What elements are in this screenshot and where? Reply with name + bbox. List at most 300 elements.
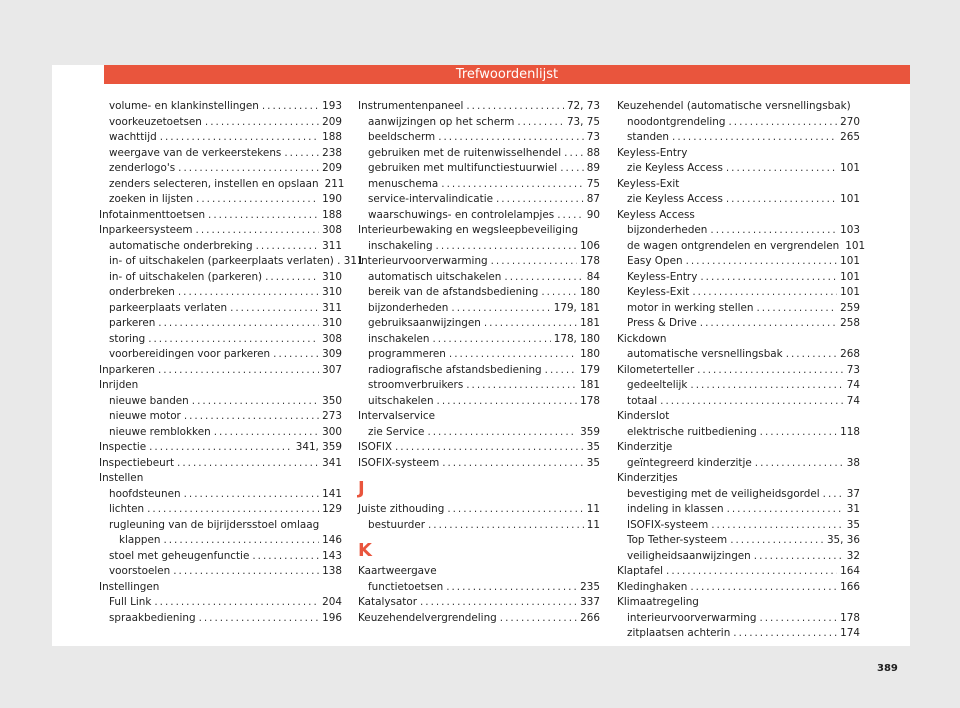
index-subentry bbox=[99, 564, 342, 580]
entry-term: gebruiken met de ruitenwisselhendel bbox=[368, 146, 562, 159]
index-subentry bbox=[99, 487, 342, 503]
dot-leader bbox=[686, 254, 838, 270]
dot-leader bbox=[726, 192, 837, 208]
dot-leader bbox=[491, 254, 578, 270]
index-letter-heading: K bbox=[358, 540, 372, 561]
dot-leader bbox=[442, 456, 584, 472]
index-subentry bbox=[617, 223, 860, 239]
entry-page-ref: 35 bbox=[586, 441, 600, 453]
index-subentry bbox=[99, 425, 342, 441]
entry-page-ref: 35 bbox=[586, 456, 600, 469]
entry-page-ref: 265 bbox=[840, 131, 860, 143]
index-entry bbox=[99, 471, 342, 487]
index-entry bbox=[358, 254, 600, 270]
index-subentry bbox=[99, 316, 342, 332]
entry-term: Full Link bbox=[109, 596, 152, 608]
dot-leader bbox=[756, 301, 837, 317]
dot-leader bbox=[158, 363, 319, 379]
index-subentry bbox=[358, 161, 600, 177]
dot-leader bbox=[273, 347, 319, 363]
index-subentry bbox=[617, 456, 860, 472]
dot-leader bbox=[284, 146, 319, 162]
entry-page-ref: 89 bbox=[586, 162, 600, 174]
entry-page-ref: 101 bbox=[840, 286, 860, 298]
entry-page-ref: 238 bbox=[322, 146, 342, 159]
entry-term: Keyless-Exit bbox=[627, 286, 690, 298]
index-subentry bbox=[99, 611, 342, 627]
entry-page-ref: 103 bbox=[840, 224, 860, 236]
entry-term: Keyless-Entry bbox=[617, 146, 688, 159]
index-entry bbox=[99, 378, 342, 394]
entry-page-ref: 310 bbox=[322, 317, 342, 329]
dot-leader bbox=[441, 177, 583, 193]
dot-leader bbox=[500, 611, 577, 627]
entry-term: zie Keyless Access bbox=[627, 193, 723, 205]
entry-term: zitplaatsen achterin bbox=[627, 627, 731, 639]
index-subentry bbox=[617, 425, 860, 441]
index-subentry bbox=[358, 378, 600, 394]
entry-term: rugleuning van de bijrijdersstoel omlaag bbox=[109, 518, 320, 531]
index-subentry bbox=[617, 533, 860, 549]
entry-page-ref: 193 bbox=[322, 100, 342, 112]
index-subentry bbox=[358, 130, 600, 146]
entry-term: Interieurvoorverwarming bbox=[358, 255, 488, 267]
entry-term: Intervalservice bbox=[358, 410, 436, 422]
dot-leader bbox=[436, 239, 578, 255]
entry-term: Instrumentenpaneel bbox=[358, 100, 464, 112]
index-subentry bbox=[358, 316, 600, 332]
dot-leader bbox=[177, 456, 319, 472]
entry-term: motor in werking stellen bbox=[627, 301, 754, 314]
entry-term: elektrische ruitbediening bbox=[627, 425, 757, 438]
entry-page-ref: 308 bbox=[322, 332, 342, 345]
entry-term: wachttijd bbox=[109, 131, 157, 143]
index-subentry bbox=[99, 115, 342, 131]
dot-leader bbox=[451, 301, 550, 317]
index-entry bbox=[617, 99, 860, 115]
index-subentry bbox=[358, 394, 600, 410]
index-subentry bbox=[358, 270, 600, 286]
dot-leader bbox=[557, 208, 584, 224]
entry-term: veiligheidsaanwijzingen bbox=[627, 549, 751, 562]
entry-page-ref: 341 bbox=[322, 456, 342, 469]
dot-leader bbox=[265, 270, 319, 286]
entry-term: functietoetsen bbox=[368, 580, 444, 593]
entry-page-ref: 204 bbox=[322, 596, 342, 608]
entry-page-ref: 72, 73 bbox=[566, 100, 600, 112]
entry-term: Easy Open bbox=[627, 255, 683, 267]
entry-term: parkeren bbox=[109, 317, 156, 329]
index-subentry bbox=[617, 301, 860, 317]
entry-page-ref: 258 bbox=[840, 317, 860, 329]
dot-leader bbox=[700, 270, 837, 286]
entry-term: automatisch uitschakelen bbox=[368, 270, 502, 283]
index-entry bbox=[99, 208, 342, 224]
index-column-2 bbox=[358, 99, 600, 626]
entry-page-ref: 341, 359 bbox=[295, 441, 342, 453]
index-subentry bbox=[617, 270, 860, 286]
entry-term: Keyless-Entry bbox=[627, 270, 698, 283]
dot-leader bbox=[730, 533, 824, 549]
index-subentry bbox=[99, 394, 342, 410]
entry-page-ref: 88 bbox=[586, 146, 600, 159]
dot-leader bbox=[437, 394, 578, 410]
dot-leader bbox=[504, 270, 583, 286]
entry-page-ref: 138 bbox=[322, 565, 342, 577]
dot-leader bbox=[230, 301, 319, 317]
dot-leader bbox=[205, 115, 319, 131]
entry-page-ref: 211 bbox=[324, 177, 345, 190]
index-subentry bbox=[617, 254, 860, 270]
entry-page-ref: 74 bbox=[846, 394, 860, 407]
index-subentry bbox=[617, 192, 860, 208]
index-entry bbox=[617, 471, 860, 487]
entry-term: Kinderzitje bbox=[617, 441, 673, 453]
index-entry bbox=[99, 580, 342, 596]
entry-page-ref: 308 bbox=[322, 224, 342, 236]
entry-page-ref: 311 bbox=[322, 301, 342, 314]
entry-term: aanwijzingen op het scherm bbox=[368, 115, 515, 128]
dot-leader bbox=[711, 518, 844, 534]
entry-page-ref: 143 bbox=[322, 549, 342, 562]
entry-term: hoofdsteunen bbox=[109, 487, 181, 500]
index-entry bbox=[358, 223, 600, 239]
index-subentry bbox=[358, 177, 600, 193]
dot-leader bbox=[256, 239, 320, 255]
entry-page-ref: 75 bbox=[586, 177, 600, 190]
entry-term: Kinderzitjes bbox=[617, 472, 678, 484]
index-subentry bbox=[99, 502, 342, 518]
entry-term: Top Tether-systeem bbox=[627, 534, 728, 546]
index-subentry bbox=[617, 518, 860, 534]
entry-page-ref: 180 bbox=[580, 348, 600, 360]
dot-leader bbox=[466, 99, 564, 115]
index-entry bbox=[99, 456, 342, 472]
index-subentry bbox=[99, 347, 342, 363]
entry-page-ref: 101 bbox=[840, 270, 860, 283]
entry-term: in- of uitschakelen (parkeren) bbox=[109, 270, 263, 283]
entry-term: Klimaatregeling bbox=[617, 596, 699, 608]
entry-page-ref: 350 bbox=[322, 394, 342, 407]
entry-term: automatische versnellingsbak bbox=[627, 348, 783, 360]
index-subentry bbox=[358, 363, 600, 379]
entry-page-ref: 174 bbox=[840, 627, 860, 639]
entry-term: storing bbox=[109, 332, 146, 345]
entry-term: indeling in klassen bbox=[627, 503, 724, 515]
entry-page-ref: 181 bbox=[580, 379, 600, 391]
dot-leader bbox=[173, 564, 319, 580]
index-entry bbox=[617, 580, 860, 596]
dot-leader bbox=[184, 409, 319, 425]
dot-leader bbox=[726, 161, 837, 177]
entry-page-ref: 35, 36 bbox=[826, 534, 860, 546]
entry-term: weergave van de verkeerstekens bbox=[109, 146, 282, 159]
entry-term: programmeren bbox=[368, 348, 446, 360]
entry-term: Keyless-Exit bbox=[617, 177, 680, 190]
entry-term: parkeerplaats verlaten bbox=[109, 301, 228, 314]
dot-leader bbox=[786, 347, 837, 363]
index-subentry bbox=[617, 549, 860, 565]
index-letter-heading: J bbox=[358, 478, 365, 499]
index-column-1 bbox=[99, 99, 364, 626]
entry-page-ref: 164 bbox=[840, 565, 860, 577]
index-subentry bbox=[617, 115, 860, 131]
entry-term: bijzonderheden bbox=[627, 224, 708, 236]
entry-term: ISOFIX-systeem bbox=[627, 518, 709, 531]
entry-term: zoeken in lijsten bbox=[109, 193, 194, 205]
dot-leader bbox=[214, 425, 319, 441]
dot-leader bbox=[728, 115, 837, 131]
entry-page-ref: 101 bbox=[840, 193, 860, 205]
entry-term: Infotainmenttoetsen bbox=[99, 208, 206, 221]
entry-term: uitschakelen bbox=[368, 394, 434, 407]
entry-term: nieuwe banden bbox=[109, 394, 189, 407]
page-header: Trefwoordenlijst bbox=[104, 65, 910, 84]
index-subentry bbox=[617, 394, 860, 410]
entry-term: Press & Drive bbox=[627, 317, 697, 329]
entry-page-ref: 180 bbox=[580, 286, 600, 298]
dot-leader bbox=[466, 378, 577, 394]
index-subentry bbox=[358, 115, 600, 131]
entry-page-ref: 235 bbox=[580, 580, 600, 593]
entry-page-ref: 87 bbox=[586, 193, 600, 205]
dot-leader bbox=[432, 332, 550, 348]
entry-term: zenders selecteren, instellen en opslaan bbox=[109, 177, 319, 190]
entry-page-ref: 311 bbox=[322, 239, 342, 252]
entry-page-ref: 309 bbox=[322, 348, 342, 360]
index-entry bbox=[617, 363, 860, 379]
entry-page-ref: 179 bbox=[580, 363, 600, 376]
index-subentry bbox=[617, 285, 860, 301]
entry-term: klappen bbox=[119, 534, 161, 546]
entry-term: bestuurder bbox=[368, 518, 425, 531]
index-subentry bbox=[617, 378, 860, 394]
entry-term: gebruiksaanwijzingen bbox=[368, 317, 481, 329]
entry-page-ref: 101 bbox=[840, 162, 860, 174]
index-entry bbox=[358, 440, 600, 456]
entry-term: onderbreken bbox=[109, 286, 175, 298]
entry-page-ref: 37 bbox=[846, 487, 860, 500]
dot-leader bbox=[690, 580, 837, 596]
entry-term: noodontgrendeling bbox=[627, 115, 726, 128]
dot-leader bbox=[149, 440, 293, 456]
entry-page-ref: 188 bbox=[322, 208, 342, 221]
entry-page-ref: 106 bbox=[580, 239, 600, 252]
index-subentry bbox=[358, 301, 600, 317]
index-subentry bbox=[617, 502, 860, 518]
dot-leader bbox=[158, 316, 319, 332]
entry-term: Instellen bbox=[99, 472, 144, 484]
dot-leader bbox=[700, 316, 837, 332]
entry-term: stoel met geheugenfunctie bbox=[109, 549, 250, 562]
index-subentry bbox=[617, 347, 860, 363]
entry-term: ISOFIX bbox=[358, 441, 392, 453]
index-subentry bbox=[617, 130, 860, 146]
index-entry bbox=[358, 611, 600, 627]
dot-leader bbox=[447, 502, 583, 518]
index-subentry bbox=[99, 285, 342, 301]
index-subentry bbox=[358, 192, 600, 208]
entry-page-ref: 84 bbox=[586, 270, 600, 283]
index-subentry bbox=[617, 487, 860, 503]
entry-page-ref: 101 bbox=[840, 255, 860, 267]
entry-page-ref: 270 bbox=[840, 115, 860, 128]
entry-term: zie Service bbox=[368, 425, 425, 438]
entry-page-ref: 196 bbox=[322, 611, 342, 624]
entry-term: Inparkeren bbox=[99, 363, 155, 376]
dot-leader bbox=[545, 363, 577, 379]
entry-term: interieurvoorverwarming bbox=[627, 611, 757, 624]
dot-leader bbox=[449, 347, 577, 363]
dot-leader bbox=[420, 595, 577, 611]
entry-term: service-intervalindicatie bbox=[368, 193, 493, 205]
index-entry bbox=[617, 409, 860, 425]
index-subentry bbox=[358, 347, 600, 363]
entry-term: Keyless Access bbox=[617, 208, 695, 221]
entry-page-ref: 337 bbox=[580, 596, 600, 608]
entry-term: waarschuwings- en controlelampjes bbox=[368, 208, 555, 221]
dot-leader bbox=[560, 161, 584, 177]
dot-leader bbox=[727, 502, 844, 518]
entry-term: radiografische afstandsbediening bbox=[368, 363, 542, 376]
entry-page-ref: 188 bbox=[322, 131, 342, 143]
entry-term: Kilometerteller bbox=[617, 363, 695, 376]
entry-page-ref: 73, 75 bbox=[566, 115, 600, 128]
entry-term: bevestiging met de veiligheidsgordel bbox=[627, 487, 820, 500]
index-entry bbox=[617, 564, 860, 580]
index-subentry bbox=[358, 285, 600, 301]
dot-leader bbox=[541, 285, 577, 301]
entry-term: Keuzehendel (automatische versnellingsbak) bbox=[617, 100, 851, 112]
entry-term: voorbereidingen voor parkeren bbox=[109, 348, 271, 360]
dot-leader bbox=[184, 487, 320, 503]
index-subentry bbox=[99, 409, 342, 425]
entry-term: Interieurbewaking en wegsleepbeveiliging bbox=[358, 224, 579, 236]
index-subentry bbox=[358, 332, 600, 348]
dot-leader bbox=[147, 502, 319, 518]
entry-term: Katalysator bbox=[358, 596, 417, 608]
entry-term: bijzonderheden bbox=[368, 301, 449, 314]
dot-leader bbox=[755, 456, 844, 472]
dot-leader bbox=[710, 223, 837, 239]
entry-term: spraakbediening bbox=[109, 611, 196, 624]
dot-leader bbox=[178, 161, 319, 177]
index-entry bbox=[358, 564, 600, 580]
index-subentry bbox=[99, 595, 342, 611]
index-subentry bbox=[358, 239, 600, 255]
index-subentry bbox=[99, 332, 342, 348]
index-subentry bbox=[99, 146, 342, 162]
dot-leader bbox=[199, 611, 320, 627]
index-entry bbox=[99, 363, 342, 379]
entry-page-ref: 178 bbox=[580, 394, 600, 407]
entry-term: ISOFIX-systeem bbox=[358, 456, 440, 469]
dot-leader bbox=[760, 425, 837, 441]
dot-leader bbox=[666, 564, 837, 580]
index-subentry bbox=[617, 161, 860, 177]
entry-page-ref: 179, 181 bbox=[553, 301, 600, 314]
entry-page-ref: 74 bbox=[846, 379, 860, 391]
index-entry bbox=[617, 440, 860, 456]
index-subentry bbox=[617, 316, 860, 332]
entry-page-ref: 178, 180 bbox=[553, 332, 600, 345]
entry-page-ref: 90 bbox=[586, 208, 600, 221]
index-entry bbox=[617, 146, 860, 162]
entry-term: voorstoelen bbox=[109, 565, 171, 577]
entry-page-ref: 310 bbox=[322, 270, 342, 283]
page-number: 389 bbox=[877, 663, 898, 674]
index-entry bbox=[617, 177, 860, 193]
entry-page-ref: 209 bbox=[322, 162, 342, 174]
dot-leader bbox=[262, 99, 319, 115]
index-entry bbox=[358, 99, 600, 115]
entry-page-ref: 141 bbox=[322, 487, 342, 500]
entry-term: Kledinghaken bbox=[617, 580, 688, 593]
dot-leader bbox=[484, 316, 577, 332]
dot-leader bbox=[564, 146, 584, 162]
index-entry bbox=[617, 595, 860, 611]
entry-page-ref: 190 bbox=[322, 193, 342, 205]
dot-leader bbox=[196, 223, 320, 239]
dot-leader bbox=[148, 332, 319, 348]
entry-term: automatische onderbreking bbox=[109, 239, 253, 252]
dot-leader bbox=[692, 285, 837, 301]
entry-page-ref: 259 bbox=[840, 301, 860, 314]
index-subentry bbox=[358, 580, 600, 596]
dot-leader bbox=[517, 115, 564, 131]
dot-leader bbox=[754, 549, 844, 565]
dot-leader bbox=[428, 518, 584, 534]
index-entry bbox=[99, 440, 342, 456]
entry-page-ref: 129 bbox=[322, 503, 342, 515]
entry-term: de wagen ontgrendelen en vergrendelen bbox=[627, 239, 840, 252]
dot-leader bbox=[178, 285, 319, 301]
dot-leader bbox=[672, 130, 837, 146]
entry-term: Inspectiebeurt bbox=[99, 456, 175, 469]
entry-page-ref: 146 bbox=[322, 534, 342, 546]
entry-term: Instellingen bbox=[99, 580, 160, 593]
entry-page-ref: 300 bbox=[322, 425, 342, 438]
entry-page-ref: 11 bbox=[586, 518, 600, 531]
entry-page-ref: 268 bbox=[840, 348, 860, 360]
entry-term: beeldscherm bbox=[368, 131, 436, 143]
index-entry bbox=[99, 223, 342, 239]
index-subentry bbox=[99, 161, 342, 177]
index-subentry bbox=[99, 533, 342, 549]
dot-leader bbox=[446, 580, 577, 596]
dot-leader bbox=[163, 533, 319, 549]
entry-term: bereik van de afstandsbediening bbox=[368, 286, 539, 298]
entry-term: Klaptafel bbox=[617, 565, 664, 577]
entry-page-ref: 32 bbox=[846, 549, 860, 562]
dot-leader bbox=[697, 363, 844, 379]
index-subentry bbox=[358, 208, 600, 224]
entry-page-ref: 73 bbox=[846, 363, 860, 376]
entry-term: Kickdown bbox=[617, 332, 667, 345]
index-column-3 bbox=[617, 99, 866, 642]
entry-term: standen bbox=[627, 131, 670, 143]
entry-term: totaal bbox=[627, 394, 658, 407]
entry-term: zie Keyless Access bbox=[627, 162, 723, 174]
index-subentry bbox=[99, 518, 342, 534]
dot-leader bbox=[395, 440, 584, 456]
entry-page-ref: 166 bbox=[840, 580, 860, 593]
entry-page-ref: 73 bbox=[586, 131, 600, 143]
entry-term: gedeeltelijk bbox=[627, 379, 688, 391]
index-subentry bbox=[358, 425, 600, 441]
dot-leader bbox=[208, 208, 319, 224]
dot-leader bbox=[690, 378, 843, 394]
